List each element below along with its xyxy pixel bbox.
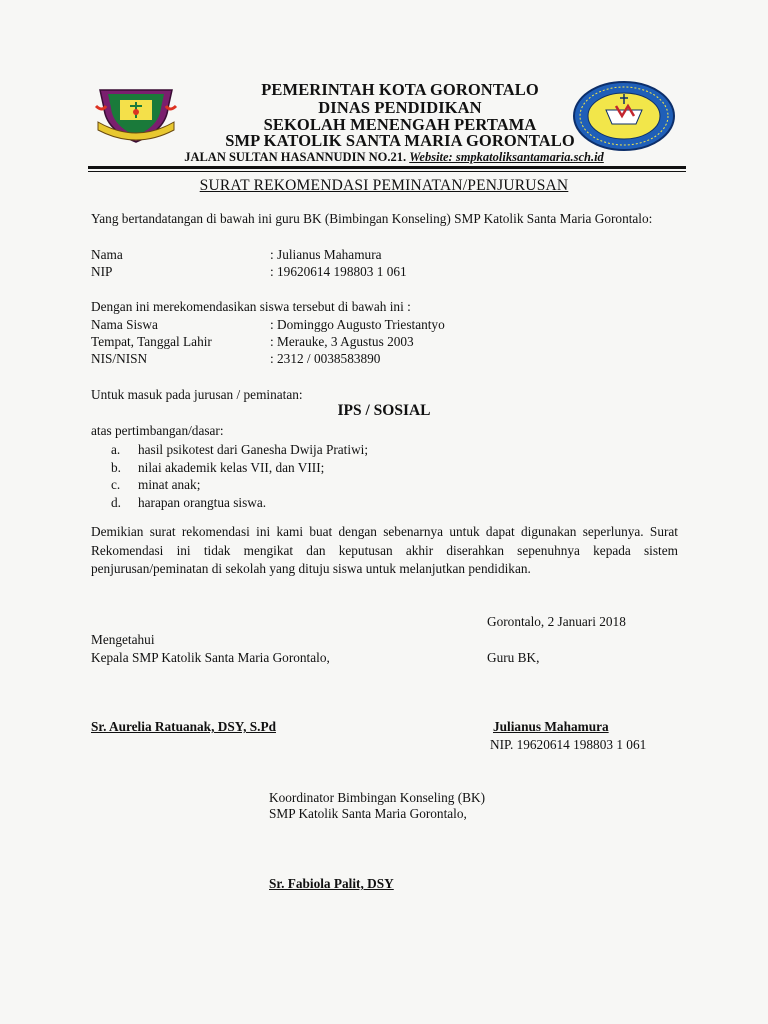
letterhead-address-line (0, 150, 768, 164)
student-nis-value: : 2312 / 0038583890 (270, 351, 381, 366)
letterhead-divider-thin (88, 171, 686, 172)
signer-nip-value: : 19620614 198803 1 061 (270, 264, 407, 279)
student-name-label: Nama Siswa (91, 317, 158, 332)
list-item-text: harapan orangtua siswa. (138, 494, 267, 510)
counselor-title: Guru BK, (487, 650, 540, 665)
coordinator-title-2: SMP Katolik Santa Maria Gorontalo, (269, 806, 467, 821)
major-intro: Untuk masuk pada jurusan / peminatan: (91, 387, 303, 402)
list-item-text: nilai akademik kelas VII, dan VIII; (138, 459, 325, 475)
list-marker: b. (111, 459, 121, 475)
letter-title: SURAT REKOMENDASI PEMINATAN/PENJURUSAN (199, 177, 569, 194)
acknowledged-label: Mengetahui (91, 632, 155, 647)
list-item-text: hasil psikotest dari Ganesha Dwija Pratiwi; (138, 442, 369, 457)
list-item (111, 494, 368, 512)
student-birth-value: : Merauke, 3 Agustus 2003 (270, 334, 414, 349)
letterhead-government: PEMERINTAH KOTA GORONTALO (261, 80, 539, 99)
counselor-nip: NIP. 19620614 198803 1 061 (490, 737, 647, 752)
signer-name-value: : Julianus Mahamura (270, 247, 382, 262)
list-marker: d. (111, 494, 121, 510)
closing-paragraph: Demikian surat rekomendasi ini kami buat dengan sebenarnya untuk dapat digunakan seperlunya. Surat Rekomendasi ini tidak mengikat dan keputusan akhir diserahkan sepenuhnya kepada sistem penjurusan/peminatan di sekolah yang dituju siswa untuk melanjutkan pendidikan. (91, 524, 678, 576)
signer-name-label: Nama (91, 247, 123, 262)
list-item (111, 476, 368, 494)
student-name-value: : Dominggo Augusto Triestantyo (270, 317, 445, 332)
school-address: JALAN SULTAN HASANNUDIN NO.21. (184, 150, 407, 164)
counselor-signature-name: Julianus Mahamura (493, 719, 609, 734)
principal-title: Kepala SMP Katolik Santa Maria Gorontalo, (91, 650, 330, 665)
place-date: Gorontalo, 2 Januari 2018 (487, 614, 626, 629)
signer-nip-label: NIP (91, 264, 113, 279)
reasons-list (111, 441, 368, 511)
letterhead-school-name: SMP KATOLIK SANTA MARIA GORONTALO (225, 131, 575, 150)
list-item-text: minat anak; (138, 477, 201, 492)
letterhead-department: DINAS PENDIDIKAN (318, 98, 482, 117)
letterhead-divider-thick (88, 166, 686, 169)
letterhead-school-level: SEKOLAH MENENGAH PERTAMA (263, 115, 537, 134)
list-marker: c. (111, 477, 121, 492)
recommend-intro: Dengan ini merekomendasikan siswa tersebut di bawah ini : (91, 299, 411, 314)
student-nis-label: NIS/NISN (91, 351, 148, 366)
student-birth-label: Tempat, Tanggal Lahir (91, 334, 212, 349)
basis-intro: atas pertimbangan/dasar: (91, 423, 224, 438)
intro-paragraph: Yang bertandatangan di bawah ini guru BK (Bimbingan Konseling) SMP Katolik Santa Maria Gorontalo: (91, 211, 653, 226)
school-website-link[interactable]: Website: smpkatoliksantamaria.sch.id (409, 150, 604, 164)
coordinator-signature-name: Sr. Fabiola Palit, DSY (269, 876, 394, 891)
principal-signature-name: Sr. Aurelia Ratuanak, DSY, S.Pd (91, 719, 276, 734)
list-item (111, 441, 368, 459)
coordinator-title-1: Koordinator Bimbingan Konseling (BK) (269, 790, 486, 805)
list-item (111, 459, 368, 477)
recommended-major: IPS / SOSIAL (337, 402, 431, 419)
list-marker: a. (111, 442, 121, 457)
